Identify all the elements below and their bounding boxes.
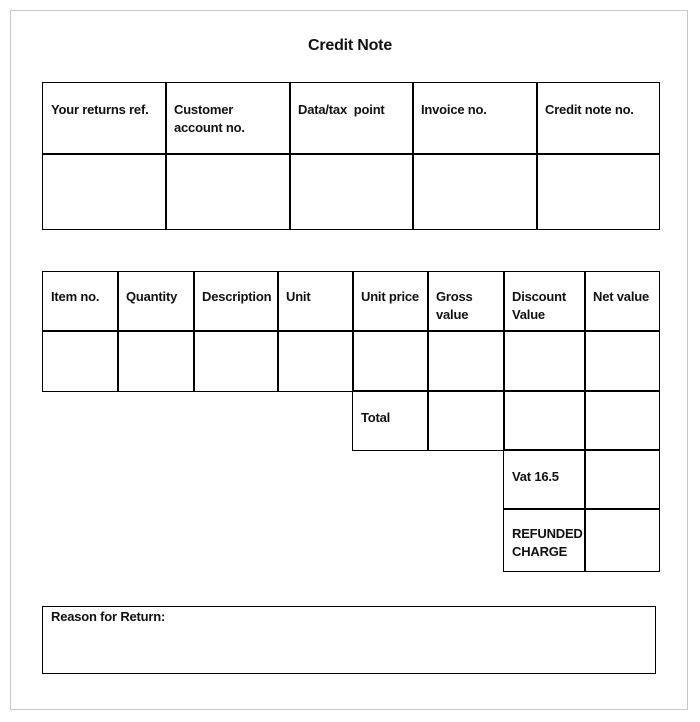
header-unit: Unit <box>277 271 354 332</box>
customer-account-field[interactable] <box>165 153 291 230</box>
unit-cell[interactable] <box>277 330 354 392</box>
vat-label: Vat 16.5 <box>503 449 586 510</box>
date-tax-point-field[interactable] <box>289 153 414 230</box>
total-net-cell[interactable] <box>584 390 660 451</box>
reason-for-return-box[interactable] <box>42 606 656 674</box>
refunded-charge-value-cell[interactable] <box>584 508 660 572</box>
header-date-tax-point: Data/tax point <box>289 82 414 155</box>
credit-note-no-field[interactable] <box>536 153 660 230</box>
header-credit-note-no: Credit note no. <box>536 82 660 155</box>
unit-price-cell[interactable] <box>352 330 429 392</box>
refunded-charge-label: REFUNDED CHARGE <box>503 508 586 572</box>
total-gross-cell[interactable] <box>427 390 505 451</box>
header-quantity: Quantity <box>117 271 195 332</box>
header-item-no: Item no. <box>42 271 119 332</box>
header-description: Description <box>193 271 279 332</box>
vat-value-cell[interactable] <box>584 449 660 510</box>
net-value-cell[interactable] <box>584 330 660 392</box>
header-invoice-no: Invoice no. <box>412 82 538 155</box>
header-discount-value: Discount Value <box>503 271 586 332</box>
total-label: Total <box>352 390 429 451</box>
header-gross-value: Gross value <box>427 271 505 332</box>
item-no-cell[interactable] <box>42 330 119 392</box>
header-unit-price: Unit price <box>352 271 429 332</box>
quantity-cell[interactable] <box>117 330 195 392</box>
total-discount-cell[interactable] <box>503 390 586 451</box>
header-net-value: Net value <box>584 271 660 332</box>
invoice-no-field[interactable] <box>412 153 538 230</box>
document-title: Credit Note <box>307 37 393 54</box>
reason-for-return-label: Reason for Return: <box>51 609 166 624</box>
header-returns-ref: Your returns ref. <box>42 82 167 155</box>
gross-value-cell[interactable] <box>427 330 505 392</box>
description-cell[interactable] <box>193 330 279 392</box>
discount-value-cell[interactable] <box>503 330 586 392</box>
header-customer-account: Customer account no. <box>165 82 291 155</box>
returns-ref-field[interactable] <box>42 153 167 230</box>
